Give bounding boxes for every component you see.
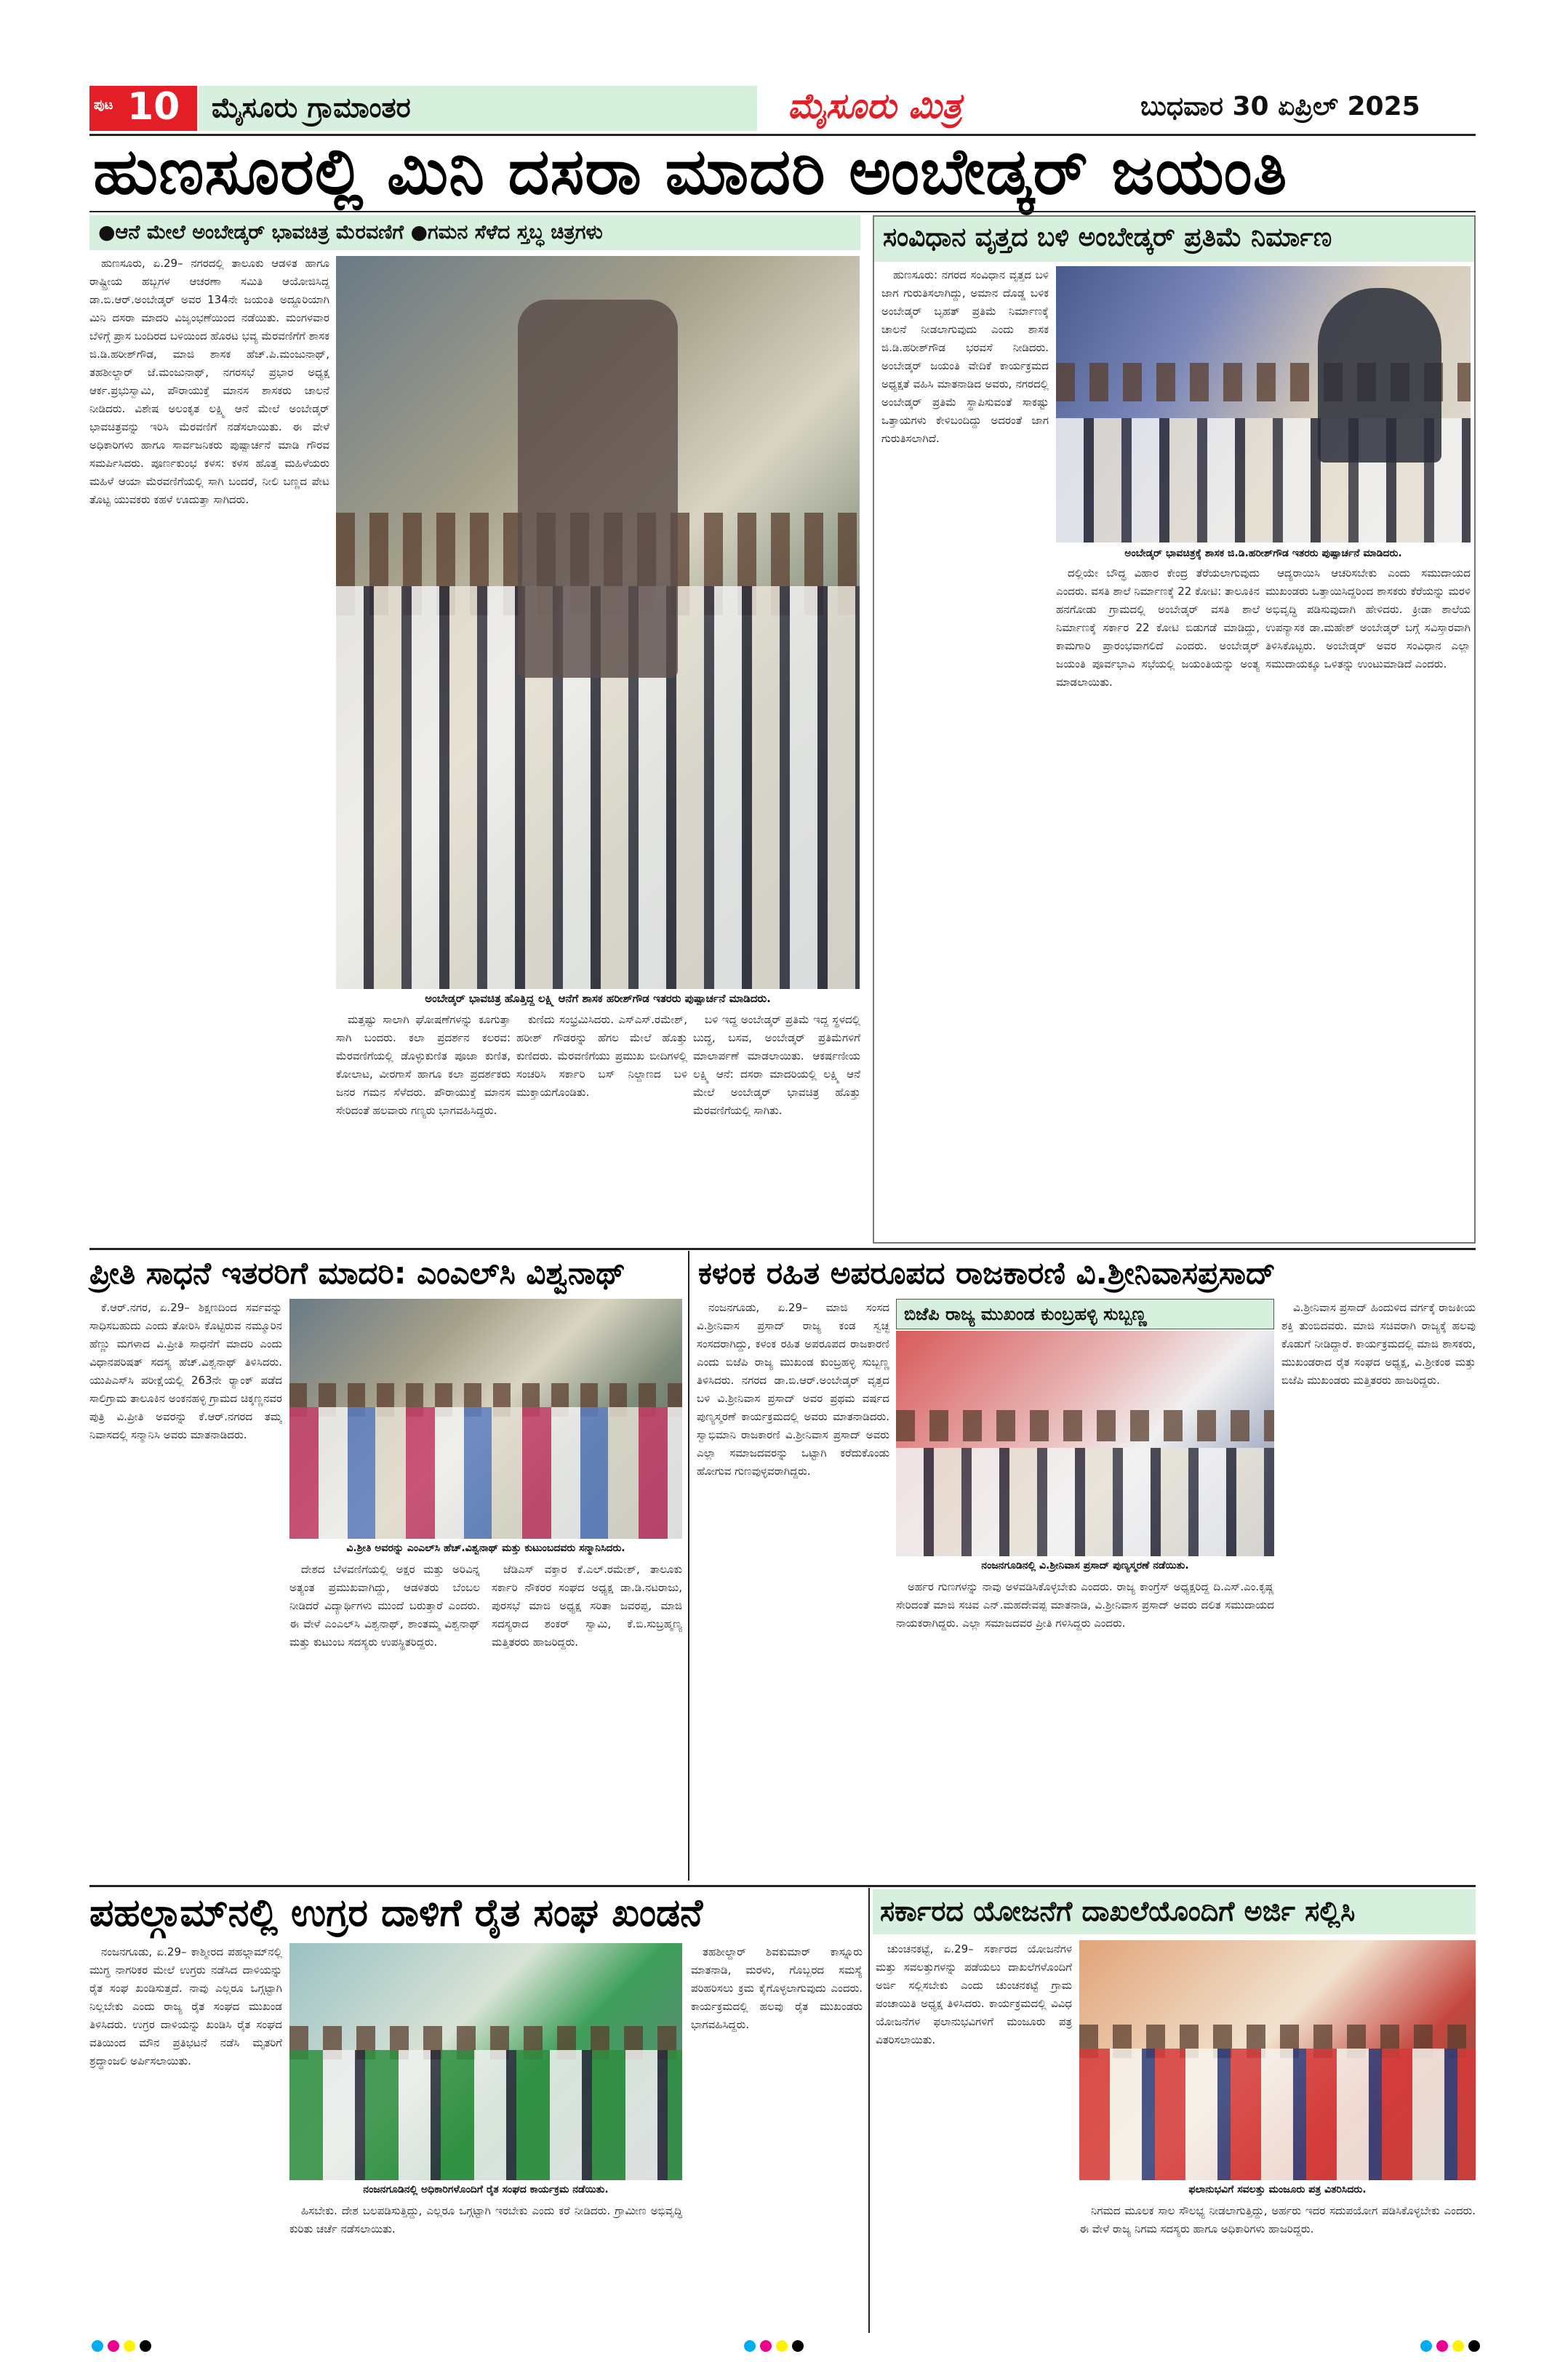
reg-dot-magenta (1436, 2340, 1448, 2352)
lead-photo-caption: ಅಂಬೇಡ್ಕರ್ ಭಾವಚಿತ್ರ ಹೊತ್ತಿದ್ದ ಲಕ್ಷ್ಮಿ ಆನೆಗೆ ಶಾಸಕ ಹರೀಶ್‌ಗೌಡ ಇತರರು ಪುಷ್ಪಾರ್ಚನೆ ಮಾಡಿದರು. (425, 992, 771, 1005)
ambedkar-portrait (1318, 288, 1441, 463)
vishwanath-headline: ಪ್ರೀತಿ ಸಾಧನೆ ಇತರರಿಗೆ ಮಾದರಿ: ಎಂಎಲ್‌ಸಿ ವಿಶ್ವನಾಥ್ (89, 1255, 625, 1291)
vishwanath-col1: ಕೆ.ಆರ್.ನಗರ, ಏ.29– ಶಿಕ್ಷಣದಿಂದ ಸರ್ವವನ್ನು ಸಾಧಿಸಬಹುದು ಎಂದು ತೋರಿಸಿ ಕೊಟ್ಟಿರುವ ನಮ್ಮೂರಿನ ಹೆಣ್ಣು ಮಗಳಾದ ವಿ.ಪ್ರೀತಿ ಸಾಧನೆಗೆ ಮಾದರಿ ಎಂದು ವಿಧಾನಪರಿಷತ್ ಸದಸ್ಯ ಹೆಚ್.ವಿಶ್ವನಾಥ್ ತಿಳಿಸಿದರು. ಯುಪಿಎಸ್‌ಸಿ ಪರೀಕ್ಷೆಯಲ್ಲಿ 263ನೇ ರ‍್ಯಾಂಕ್ ಪಡೆದ ಸಾಲಿಗ್ರಾಮ ತಾಲೂಕಿನ ಅಂಕನಹಳ್ಳಿ ಗ್ರಾಮದ ಚಿಕ್ಕಣ್ಣನವರ ಪುತ್ರಿ ವಿ.ಪ್ರೀತಿ ಅವರನ್ನು ಕೆ.ಆರ್.ನಗರದ ತಮ್ಮ ನಿವಾಸದಲ್ಲಿ ಸನ್ಮಾನಿಸಿ ಅವರು ಮಾತನಾಡಿದರು. (89, 1301, 282, 1441)
page-number-badge (89, 86, 197, 131)
scheme-col1: ಚುಂಚನಕಟ್ಟೆ, ಏ.29– ಸರ್ಕಾರದ ಯೋಜನೆಗಳ ಮತ್ತು ಸವಲತ್ತುಗಳನ್ನು ಪಡೆಯಲು ದಾಖಲೆಗಳೊಂದಿಗೆ ಅರ್ಜಿ ಸಲ್ಲಿಸಬೇಕು ಎಂದು ಚುಂಚನಕಟ್ಟೆ ಗ್ರಾಮ ಪಂಚಾಯಿತಿ ಅಧ್ಯಕ್ಷ ತಿಳಿಸಿದರು. ಕಾರ್ಯಕ್ರಮದಲ್ಲಿ ವಿವಿಧ ಯೋಜನೆಗಳ ಫಲಾನುಭವಿಗಳಿಗೆ ಮಂಜೂರು ಪತ್ರ ವಿತರಿಸಲಾಯಿತು. (876, 1942, 1072, 2046)
lead-body-col1: ಹುಣಸೂರು, ಏ.29– ನಗರದಲ್ಲಿ ತಾಲೂಕು ಆಡಳಿತ ಹಾಗೂ ರಾಷ್ಟ್ರೀಯ ಹಬ್ಬಗಳ ಆಚರಣಾ ಸಮಿತಿ ಆಯೋಜಿಸಿದ್ದ ಡಾ.ಬಿ.ಆರ್.ಅಂಬೇಡ್ಕರ್ ಅವರ 134ನೇ ಜಯಂತಿ ಅದ್ದೂರಿಯಾಗಿ ಮಿನಿ ದಸರಾ ಮಾದರಿ ವಿಜೃಂಭಣೆಯಿಂದ ನಡೆಯಿತು. ಮಂಗಳವಾರ ಬೆಳಿಗ್ಗೆ ಪ್ರಾಸ ಬಂದಿರದ ಬಳಿಯಿಂದ ಹೊರಟ ಭವ್ಯ ಮೆರವಣಿಗೆಗೆ ಶಾಸಕ ಜಿ.ಡಿ.ಹರೀಶ್‌ಗೌಡ, ಮಾಜಿ ಶಾಸಕ ಹೆಚ್.ಪಿ.ಮಂಜುನಾಥ್, ತಹಶೀಲ್ದಾರ್ ಜೆ.ಮಂಜುನಾಥ್, ನಗರಸಭೆ ಪ್ರಭಾರ ಅಧ್ಯಕ್ಷ ಆರ್ಕ.ಪ್ರಭುಸ್ವಾಮಿ, ಪೌರಾಯುಕ್ತೆ ಮಾನಸ ಶಾಸಕರು ಚಾಲನೆ ನೀಡಿದರು. ವಿಶೇಷ ಅಲಂಕೃತ ಲಕ್ಷ್ಮಿ ಆನೆ ಮೇಲೆ ಅಂಬೇಡ್ಕರ್ ಭಾವಚಿತ್ರವನ್ನು ಇರಿಸಿ ಮೆರವಣಿಗೆ ನಡೆಸಲಾಯಿತು. ಈ ವೇಳೆ ಅಧಿಕಾರಿಗಳು ಹಾಗೂ ಸಾರ್ವಜನಿಕರು ಪುಷ್ಪಾರ್ಚನೆ ಮಾಡಿ ಗೌರವ ಸಮರ್ಪಿಸಿದರು. ಪೂರ್ಣಕುಂಭ ಕಳಸ: ಕಳಸ ಹೊತ್ತ ಮಹಿಳೆಯರು ಮಹಿಳೆ ಆಯಾ ಮೆರವಣಿಗೆಯಲ್ಲಿ ಸಾಗಿ ಬಂದರೆ, ನೀಲಿ ಬಣ್ಣದ ಪೇಟ ತೊಟ್ಟ ಯುವಕರು ಕಹಳೆ ಊದುತ್ತಾ ಸಾಗಿದರು. (89, 257, 329, 506)
srinivas-photo-caption: ನಂಜನಗೂಡಿನಲ್ಲಿ ವಿ.ಶ್ರೀನಿವಾಸ ಪ್ರಸಾದ್ ಪುಣ್ಯಸ್ಮರಣೆ ನಡೆಯಿತು. (981, 1560, 1189, 1572)
constitution-headline: ಸಂವಿಧಾನ ವೃತ್ತದ ಬಳಿ ಅಂಬೇಡ್ಕರ್ ಪ್ರತಿಮೆ ನಿರ್ಮಾಣ (883, 223, 1332, 252)
reg-dot-yellow (124, 2340, 135, 2352)
reg-dot-cyan (1420, 2340, 1432, 2352)
srinivas-headline: ಕಳಂಕ ರಹಿತ ಅಪರೂಪದ ರಾಜಕಾರಣಿ ವಿ.ಶ್ರೀನಿವಾಸಪ್ರಸಾದ್ (698, 1255, 1276, 1291)
pahalgam-col3: ತಹಶೀಲ್ದಾರ್ ಶಿವಕುಮಾರ್ ಕಾಸ್ನೂರು ಮಾತನಾಡಿ, ಮರಳು, ಗೊಬ್ಬರದ ಸಮಸ್ಯೆ ಪರಿಹರಿಸಲು ಕ್ರಮ ಕೈಗೊಳ್ಳಲಾಗುವುದು ಎಂದರು. ಕಾರ್ಯಕ್ರಮದಲ್ಲಿ ಹಲವು ರೈತ ಮುಖಂಡರು ಭಾಗವಹಿಸಿದ್ದರು. (691, 1945, 863, 2031)
lead-photo (336, 256, 860, 989)
reg-dot-yellow (1452, 2340, 1464, 2352)
reg-dot-black (1468, 2340, 1480, 2352)
pahalgam-col2: ಹಿಸಬೇಕು. ದೇಶ ಬಲಪಡಿಸುತ್ತಿದ್ದು, ಎಲ್ಲರೂ ಒಗ್ಗಟ್ಟಾಗಿ ಇರಬೇಕು ಎಂದು ಕರೆ ನೀಡಿದರು. ಗ್ರಾಮೀಣ ಅಭಿವೃದ್ಧಿ ಕುರಿತು ಚರ್ಚೆ ನಡೆಸಲಾಯಿತು. (289, 2204, 682, 2235)
pahalgam-col1: ನಂಜನಗೂಡು, ಏ.29– ಕಾಶ್ಮೀರದ ಪಹಲ್ಗಾಮ್‌ನಲ್ಲಿ ಮುಗ್ಧ ನಾಗರಿಕರ ಮೇಲೆ ಉಗ್ರರು ನಡೆಸಿದ ದಾಳಿಯನ್ನು ರೈತ ಸಂಘ ಖಂಡಿಸುತ್ತದೆ. ನಾವು ಎಲ್ಲರೂ ಒಗ್ಗಟ್ಟಾಗಿ ನಿಲ್ಲಬೇಕು ಎಂದು ರಾಜ್ಯ ರೈತ ಸಂಘದ ಮುಖಂಡ ತಿಳಿಸಿದರು. ಉಗ್ರರ ದಾಳಿಯನ್ನು ಖಂಡಿಸಿ ರೈತ ಸಂಘದ ವತಿಯಿಂದ ಮೌನ ಪ್ರತಿಭಟನೆ ನಡೆಸಿ ಮೃತರಿಗೆ ಶ್ರದ್ಧಾಂಜಲಿ ಅರ್ಪಿಸಲಾಯಿತು. (89, 1945, 282, 2067)
pahalgam-photo-caption: ನಂಜನಗೂಡಿನಲ್ಲಿ ಅಧಿಕಾರಿಗಳೊಂದಿಗೆ ರೈತ ಸಂಘದ ಕಾರ್ಯಕ್ರಮ ನಡೆಯಿತು. (363, 2184, 609, 2195)
scheme-col2: ನಿಗಮದ ಮೂಲಕ ಸಾಲ ಸೌಲಭ್ಯ ನೀಡಲಾಗುತ್ತಿದ್ದು, ಅರ್ಹರು ಇದರ ಸದುಪಯೋಗ ಪಡಿಸಿಕೊಳ್ಳಬೇಕು ಎಂದರು. ಈ ವೇಳೆ ರಾಜ್ಯ ನಿಗಮ ಸದಸ್ಯರು ಹಾಗೂ ಅಧಿಕಾರಿಗಳು ಹಾಜರಿದ್ದರು. (1079, 2204, 1476, 2235)
constitution-col3: ಆದ್ಯರಾಯಿಸಿ ಆಚರಿಸಬೇಕು ಎಂದು ಸಮುದಾಯದ ಮುಖಂಡರು ಒತ್ತಾಯಿಸಿದ್ದರಿಂದ ಶಾಸಕರು ಕೆರೆಯನ್ನು ಮರಳಿ ಅಭಿವೃದ್ಧಿ ಪಡಿಸುವುದಾಗಿ ಹೇಳಿದರು. ಕ್ರೀಡಾ ಶಾಲೆಯ ಉಪನ್ಯಾಸಕ ಡಾ.ಮಹೇಶ್ ಅಂಬೇಡ್ಕರ್ ಬಗ್ಗೆ ಸವಿಸ್ತಾರವಾಗಿ ತಿಳಿಸಿಕೊಟ್ಟರು. ಅಂಬೇಡ್ಕರ್ ಅವರ ಸಂವಿಧಾನ ಎಲ್ಲಾ ಸಮುದಾಯಕ್ಕೂ ಒಳಿತನ್ನು ಉಂಟುಮಾಡಿದೆ ಎಂದರು. (1265, 567, 1471, 670)
section-title: ಮೈಸೂರು ಗ್ರಾಮಾಂತರ (212, 92, 411, 124)
lead-body-col3: ಕುಣಿದು ಸಂಭ್ರಮಿಸಿದರು. ಎಸ್‌ಎಸ್.ರಮೇಶ್, ಹರೀಶ್ ಗೌಡರನ್ನು ಹೆಗಲ ಮೇಲೆ ಹೊತ್ತು ಕುಣಿದರು. ಮೆರವಣಿಗೆಯು ಪ್ರಮುಖ ಬೀದಿಗಳಲ್ಲಿ ಸಂಚರಿಸಿ ಸರ್ಕಾರಿ ಬಸ್ ನಿಲ್ದಾಣದ ಬಳಿ ಮುಕ್ತಾಯಗೊಂಡಿತು. (516, 1013, 687, 1099)
srinivas-col3: ವಿ.ಶ್ರೀನಿವಾಸ ಪ್ರಸಾದ್ ಹಿಂದುಳಿದ ವರ್ಗಕ್ಕೆ ರಾಜಕೀಯ ಶಕ್ತಿ ತುಂಬಿದವರು. ಮಾಜಿ ಸಚಿವರಾಗಿ ರಾಜ್ಯಕ್ಕೆ ಹಲವು ಕೊಡುಗೆ ನೀಡಿದ್ದಾರೆ. ಕಾರ್ಯಕ್ರಮದಲ್ಲಿ ಮಾಜಿ ಶಾಸಕರು, ಮುಖಂಡರಾದ ರೈತ ಸಂಘದ ಅಧ್ಯಕ್ಷ, ವಿ.ಶ್ರೀಕಂಠ ಮತ್ತು ಬಿಜೆಪಿ ಮುಖಂಡರು ಮತ್ತಿತರರು ಹಾಜರಿದ್ದರು. (1281, 1301, 1476, 1387)
scheme-header (873, 1889, 1476, 1934)
scheme-photo-caption: ಫಲಾನುಭವಿಗೆ ಸವಲತ್ತು ಮಂಜೂರು ಪತ್ರ ವಿತರಿಸಿದರು. (1188, 2184, 1367, 2195)
reg-dot-black (140, 2340, 151, 2352)
lead-kicker-text: ●ಆನೆ ಮೇಲೆ ಅಂಬೇಡ್ಕರ್ ಭಾವಚಿತ್ರ ಮೆರವಣಿಗೆ ●ಗಮನ ಸೆಳೆದ ಸ್ತಬ್ಧ ಚಿತ್ರಗಳು (98, 221, 603, 244)
srinivas-photo (896, 1331, 1274, 1556)
paper-name: ಮೈಸೂರು ಮಿತ್ರ (788, 86, 962, 127)
reg-dot-black (792, 2340, 804, 2352)
constitution-header (874, 217, 1474, 262)
constitution-col2: ದಲ್ಲಿಯೇ ಬೌದ್ಧ ವಿಹಾರ ಕೇಂದ್ರ ತೆರೆಯಲಾಗುವುದು ಎಂದರು. ವಸತಿ ಶಾಲೆ ನಿರ್ಮಾಣಕ್ಕೆ 22 ಕೋಟಿ: ತಾಲೂಕಿನ ಹನಗೋಡು ಗ್ರಾಮದಲ್ಲಿ ಅಂಬೇಡ್ಕರ್ ವಸತಿ ಶಾಲೆ ನಿರ್ಮಾಣಕ್ಕೆ ಸರ್ಕಾರ 22 ಕೋಟಿ ಬಿಡುಗಡೆ ಮಾಡಿದ್ದು, ಕಾಮಗಾರಿ ಪ್ರಾರಂಭವಾಗಲಿದೆ ಎಂದರು. ಅಂಬೇಡ್ಕರ್ ಜಯಂತಿ ಪೂರ್ವಭಾವಿ ಸಭೆಯಲ್ಲಿ ಜಯಂತಿಯನ್ನು ಅಂತ್ಯ ಮಾಡಲಾಯಿತು. (1056, 567, 1260, 689)
reg-dot-cyan (92, 2340, 103, 2352)
divider-vertical-1 (688, 1251, 689, 1881)
registration-dots-center (742, 2340, 806, 2355)
reg-dot-magenta (108, 2340, 119, 2352)
registration-dots-left (89, 2340, 153, 2355)
scheme-photo (1079, 1940, 1476, 2180)
lead-body-col2: ಮತ್ತಷ್ಟು ಸಾಲಾಗಿ ಘೋಷಣೆಗಳನ್ನು ಕೂಗುತ್ತಾ ಸಾಗಿ ಬಂದರು. ಕಲಾ ಪ್ರದರ್ಶನ ಕಲರವ: ಮೆರವಣಿಗೆಯಲ್ಲಿ ಡೊಳ್ಳುಕುಣಿತ ಪೂಜಾ ಕುಣಿತ, ಕೋಲಾಟ, ವೀರಗಾಸೆ ಹಾಗೂ ಕಲಾ ಪ್ರದರ್ಶಕರು ಜನರ ಗಮನ ಸೆಳೆದರು. ಪೌರಾಯುಕ್ತೆ ಮಾನಸ ಸೇರಿದಂತೆ ಹಲವಾರು ಗಣ್ಯರು ಭಾಗವಹಿಸಿದ್ದರು. (336, 1013, 511, 1117)
reg-dot-cyan (744, 2340, 756, 2352)
elephant-shape (518, 300, 678, 678)
constitution-photo (1056, 266, 1471, 543)
srinivas-inset-title: ಬಿಜೆಪಿ ರಾಜ್ಯ ಮುಖಂಡ ಕುಂಬ್ರಹಳ್ಳಿ ಸುಬ್ಬಣ್ಣ (904, 1304, 1147, 1324)
constitution-photo-caption: ಅಂಬೇಡ್ಕರ್ ಭಾವಚಿತ್ರಕ್ಕೆ ಶಾಸಕ ಜಿ.ಡಿ.ಹರೀಶ್‌ಗೌಡ ಇತರರು ಪುಷ್ಪಾರ್ಚನೆ ಮಾಡಿದರು. (1124, 548, 1402, 559)
pahalgam-headline: ಪಹಲ್ಗಾಮ್‌ನಲ್ಲಿ ಉಗ್ರರ ದಾಳಿಗೆ ರೈತ ಸಂಘ ಖಂಡನೆ (89, 1891, 703, 1935)
divider-2 (89, 1885, 1476, 1887)
lead-kicker (89, 215, 860, 250)
constitution-col1: ಹುಣಸೂರು: ನಗರದ ಸಂವಿಧಾನ ವೃತ್ತದ ಬಳಿ ಜಾಗ ಗುರುತಿಸಲಾಗಿದ್ದು, ಅಮಾನ ದೊಡ್ಡ ಬಳಿಕ ಅಂಬೇಡ್ಕರ್ ಬೃಹತ್ ಪ್ರತಿಮೆ ನಿರ್ಮಾಣಕ್ಕೆ ಚಾಲನೆ ನೀಡಲಾಗುವುದು ಎಂದು ಶಾಸಕ ಜಿ.ಡಿ.ಹರೀಶ್‌ಗೌಡ ಭರವಸೆ ನೀಡಿದರು. ಅಂಬೇಡ್ಕರ್ ಜಯಂತಿ ವೇದಿಕೆ ಕಾರ್ಯಕ್ರಮದ ಅಧ್ಯಕ್ಷತೆ ವಹಿಸಿ ಮಾತನಾಡಿದ ಅವರು, ನಗರದಲ್ಲಿ ಅಂಬೇಡ್ಕರ್ ಪ್ರತಿಮೆ ಸ್ಥಾಪಿಸುವಂತೆ ಸಾಕಷ್ಟು ಒತ್ತಾಯಗಳು ಕೇಳಿಬಂದಿದ್ದು ಅದರಂತೆ ಜಾಗ ಗುರುತಿಸಲಾಗಿದೆ. (881, 268, 1049, 445)
reg-dot-yellow (776, 2340, 788, 2352)
pahalgam-photo (289, 1943, 682, 2180)
page-label: ಪುಟ (94, 97, 113, 113)
scheme-headline: ಸರ್ಕಾರದ ಯೋಜನೆಗೆ ದಾಖಲೆಯೊಂದಿಗೆ ಅರ್ಜಿ ಸಲ್ಲಿಸಿ (880, 1895, 1356, 1927)
lead-headline: ಹುಣಸೂರಲ್ಲಿ ಮಿನಿ ದಸರಾ ಮಾದರಿ ಅಂಬೇಡ್ಕರ್ ಜಯಂತಿ (93, 134, 1288, 209)
lead-headline-rule (89, 211, 1476, 212)
lead-body-col4: ಬಳಿ ಇದ್ದ ಅಂಬೇಡ್ಕರ್ ಪ್ರತಿಮೆ ಇದ್ದ ಸ್ಥಳದಲ್ಲಿ ಬುದ್ಧ, ಬಸವ, ಅಂಬೇಡ್ಕರ್ ಪ್ರತಿಮೆಗಳಿಗೆ ಮಾಲಾರ್ಪಣೆ ಮಾಡಲಾಯಿತು. ಆಕರ್ಷಣೀಯ ಲಕ್ಷ್ಮಿ ಆನೆ: ದಸರಾ ಮಾದರಿಯಲ್ಲಿ ಲಕ್ಷ್ಮಿ ಆನೆ ಮೇಲೆ ಅಂಬೇಡ್ಕರ್ ಭಾವಚಿತ್ರ ಹೊತ್ತು ಮೆರವಣಿಗೆಯಲ್ಲಿ ಸಾಗಿತು. (693, 1013, 860, 1117)
reg-dot-magenta (760, 2340, 772, 2352)
srinivas-col2: ಅರ್ಹರ ಗುಣಗಳನ್ನು ನಾವು ಅಳವಡಿಸಿಕೊಳ್ಳಬೇಕು ಎಂದರು. ರಾಜ್ಯ ಕಾಂಗ್ರೆಸ್ ಅಧ್ಯಕ್ಷರಿದ್ದ ದಿ.ಎಸ್.ಎಂ.ಕೃಷ್ಣ ಸೇರಿದಂತೆ ಮಾಜಿ ಸಚಿವ ಎನ್.ಮಹದೇವಪ್ಪ ಮಾತನಾಡಿ, ವಿ.ಶ್ರೀನಿವಾಸ ಪ್ರಸಾದ್ ಅವರು ದಲಿತ ಸಮುದಾಯದ ನಾಯಕರಾಗಿದ್ದರು. ಎಲ್ಲಾ ಸಮಾಜದವರ ಪ್ರೀತಿ ಗಳಿಸಿದ್ದರು ಎಂದರು. (896, 1580, 1274, 1630)
registration-dots-right (1418, 2340, 1482, 2355)
issue-date: ಬುಧವಾರ 30 ಏಪ್ರಿಲ್ 2025 (1140, 92, 1420, 121)
srinivas-col1: ನಂಜನಗೂಡು, ಏ.29– ಮಾಜಿ ಸಂಸದ ವಿ.ಶ್ರೀನಿವಾಸ ಪ್ರಸಾದ್ ರಾಜ್ಯ ಕಂಡ ಸ್ವಚ್ಛ ಸಂಸದರಾಗಿದ್ದು, ಕಳಂಕ ರಹಿತ ಅಪರೂಪದ ರಾಜಕಾರಣಿ ಎಂದು ಬಿಜೆಪಿ ರಾಜ್ಯ ಮುಖಂಡ ಕುಂಬ್ರಹಳ್ಳಿ ಸುಬ್ಬಣ್ಣ ತಿಳಿಸಿದರು. ನಗರದ ಡಾ.ಬಿ.ಆರ್.ಅಂಬೇಡ್ಕರ್ ವೃತ್ತದ ಬಳಿ ವಿ.ಶ್ರೀನಿವಾಸ ಪ್ರಸಾದ್ ಅವರ ಪ್ರಥಮ ವರ್ಷದ ಪುಣ್ಯಸ್ಮರಣೆ ಕಾರ್ಯಕ್ರಮದಲ್ಲಿ ಅವರು ಮಾತನಾಡಿದರು. ಸ್ವಾಭಿಮಾನಿ ರಾಜಕಾರಣಿ ವಿ.ಶ್ರೀನಿವಾಸ ಪ್ರಸಾದ್ ಅವರು ಎಲ್ಲಾ ಸಮಾಜದವರನ್ನು ಒಟ್ಟಾಗಿ ಕರೆದುಕೊಂಡು ಹೋಗುವ ಗುಣವುಳ್ಳವರಾಗಿದ್ದರು. (697, 1301, 889, 1478)
divider-1 (89, 1248, 1476, 1250)
srinivas-inset-title-box (896, 1299, 1274, 1329)
divider-vertical-2 (868, 1888, 870, 2333)
vishwanath-col3: ಜೆಡಿಎಸ್ ವಕ್ತಾರ ಕೆ.ಎಲ್.ರಮೇಶ್, ತಾಲೂಕು ಸರ್ಕಾರಿ ನೌಕರರ ಸಂಘದ ಅಧ್ಯಕ್ಷ ಡಾ.ಡಿ.ನಟರಾಜು, ಪುರಸಭೆ ಮಾಜಿ ಅಧ್ಯಕ್ಷ ಸರಿತಾ ಜವರಪ್ಪ, ಮಾಜಿ ಸದಸ್ಯರಾದ ಶಂಕರ್ ಸ್ವಾಮಿ, ಕೆ.ಬಿ.ಸುಬ್ರಹ್ಮಣ್ಯ ಮತ್ತಿತರರು ಹಾಜರಿದ್ದರು. (492, 1563, 682, 1649)
vishwanath-col2: ದೇಶದ ಬೆಳವಣಿಗೆಯಲ್ಲಿ ಅಕ್ಷರ ಮತ್ತು ಅರಿವಿನ್ನ ಅತ್ಯಂತ ಪ್ರಮುಖವಾಗಿದ್ದು, ಆಡಳಿತರು ಬೆಂಬಲ ನೀಡಿದರೆ ವಿದ್ಯಾರ್ಥಿಗಳು ಮುಂದೆ ಬರುತ್ತಾರೆ ಎಂದರು. ಈ ವೇಳೆ ಎಂಎಲ್‌ಸಿ ವಿಶ್ವನಾಥ್, ಶಾಂತಮ್ಮ ವಿಶ್ವನಾಥ್ ಮತ್ತು ಕುಟುಂಬ ಸದಸ್ಯರು ಉಪಸ್ಥಿತರಿದ್ದರು. (289, 1563, 480, 1649)
vishwanath-photo-caption: ವಿ.ಶ್ರೀತಿ ಅವರನ್ನು ಎಂಎಲ್‌ಸಿ ಹೆಚ್.ವಿಶ್ವನಾಥ್ ಮತ್ತು ಕುಟುಂಬದವರು ಸನ್ಮಾನಿಸಿದರು. (346, 1542, 625, 1554)
section-label (199, 86, 757, 131)
masthead (89, 86, 1476, 131)
vishwanath-photo (289, 1299, 682, 1539)
page-number: 10 (127, 85, 180, 129)
